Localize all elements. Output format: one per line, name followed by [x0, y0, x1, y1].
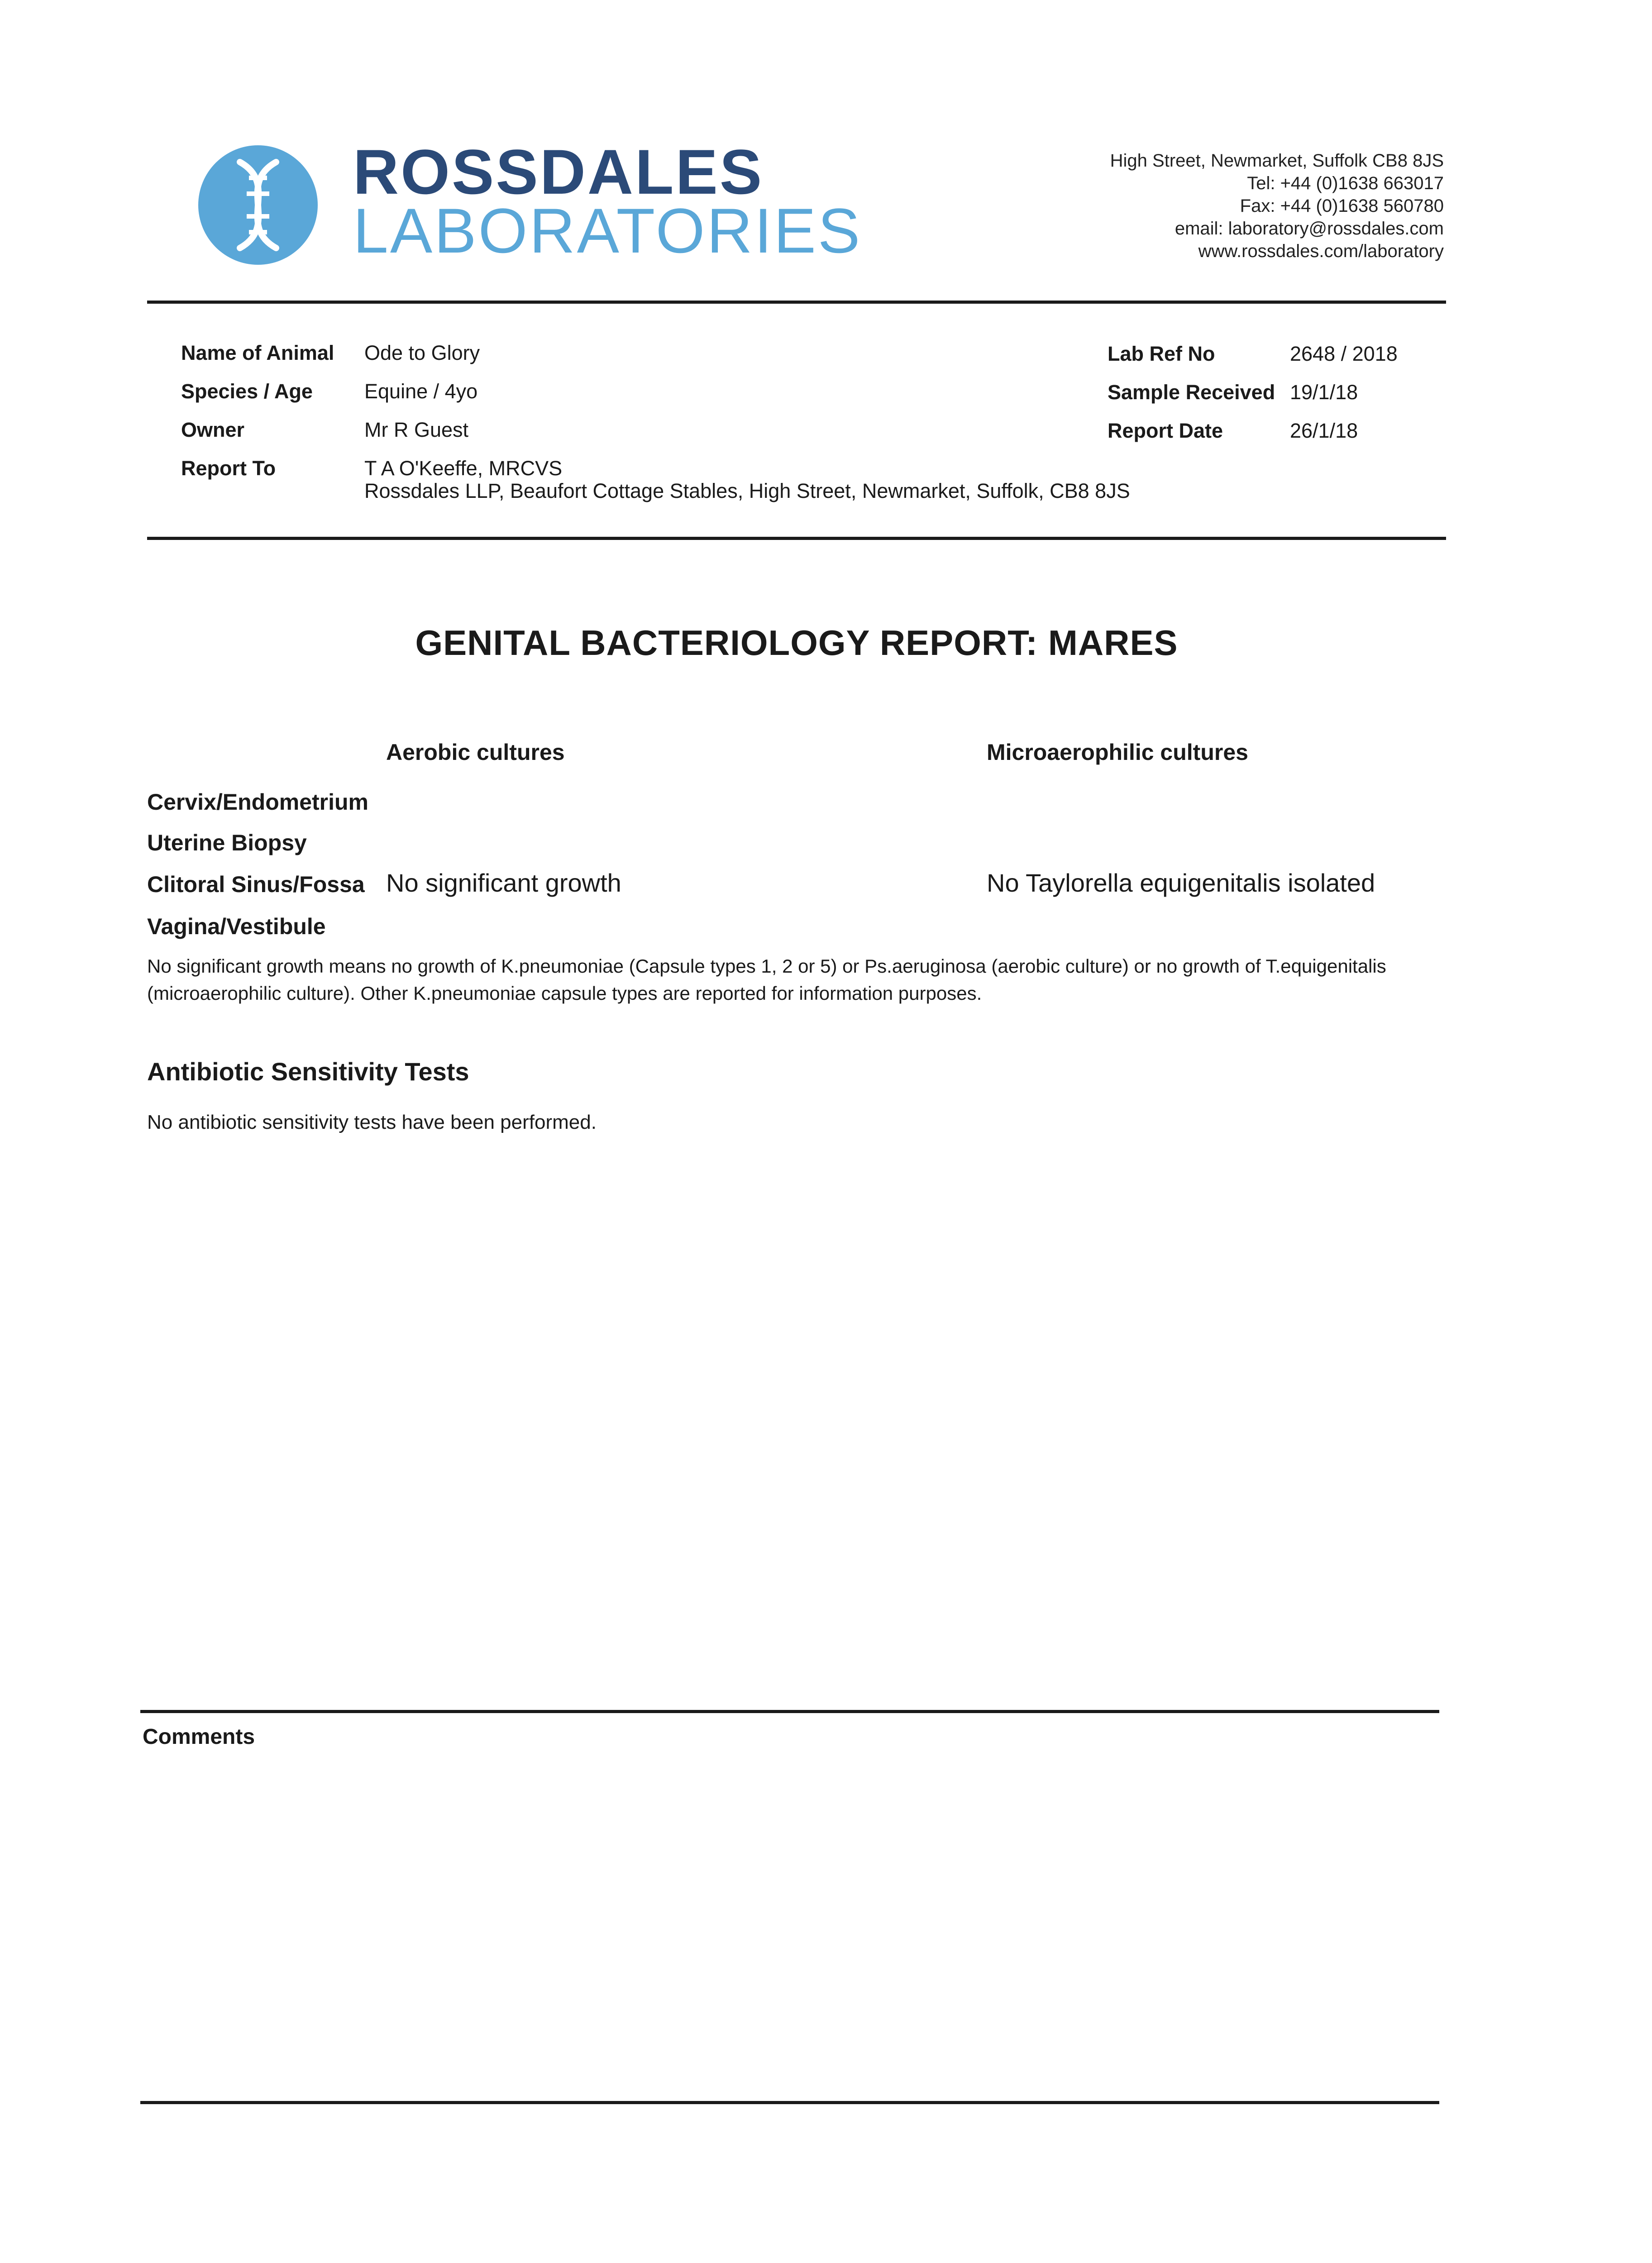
antibiotic-sensitivity-body: No antibiotic sensitivity tests have been performed.: [147, 1111, 597, 1133]
species-age-value: Equine / 4yo: [364, 380, 478, 403]
name-of-animal-label: Name of Animal: [181, 341, 334, 364]
comments-heading: Comments: [143, 1725, 255, 1749]
name-of-animal-value: Ode to Glory: [364, 341, 480, 364]
sample-received-value: 19/1/18: [1290, 381, 1358, 404]
lab-tel: Tel: +44 (0)1638 663017: [1247, 173, 1444, 193]
site-uterine-biopsy: Uterine Biopsy: [147, 830, 307, 855]
site-clitoral-sinus-fossa: Clitoral Sinus/Fossa: [147, 872, 365, 897]
lab-name-line2: LABORATORIES: [353, 195, 862, 266]
site-vagina-vestibule: Vagina/Vestibule: [147, 914, 326, 939]
comments-bottom-divider: [140, 2101, 1439, 2104]
header-divider: [147, 301, 1446, 304]
owner-value: Mr R Guest: [364, 418, 469, 441]
site-cervix-endometrium: Cervix/Endometrium: [147, 789, 369, 815]
report-to-name: T A O'Keeffe, MRCVS: [364, 457, 563, 480]
results-footnote: [147, 953, 1446, 1007]
lab-address: High Street, Newmarket, Suffolk CB8 8JS: [1110, 151, 1444, 171]
antibiotic-sensitivity-heading: Antibiotic Sensitivity Tests: [147, 1057, 469, 1086]
info-divider: [147, 537, 1446, 540]
species-age-label: Species / Age: [181, 380, 313, 403]
lab-name-line1: ROSSDALES: [353, 136, 764, 207]
footnote-line-2: (microaerophilic culture). Other K.pneumoniae capsule types are reported for information purposes.: [147, 983, 982, 1004]
lab-contact-block: [1036, 149, 1444, 263]
report-to-address: Rossdales LLP, Beaufort Cottage Stables, High Street, Newmarket, Suffolk, CB8 8JS: [364, 479, 1130, 502]
lab-website[interactable]: www.rossdales.com/laboratory: [1198, 241, 1444, 261]
microaerophilic-cultures-header: Microaerophilic cultures: [987, 740, 1248, 765]
report-date-label: Report Date: [1108, 419, 1223, 442]
aerobic-result: No significant growth: [386, 869, 621, 897]
footnote-line-1: No significant growth means no growth of K.pneumoniae (Capsule types 1, 2 or 5) or Ps.aeruginosa (aerobic culture) or no growth of T.equigenitalis: [147, 955, 1386, 977]
report-to-label: Report To: [181, 457, 276, 480]
dna-logo-icon: [197, 144, 319, 266]
microaerophilic-result: No Taylorella equigenitalis isolated: [987, 869, 1375, 897]
comments-top-divider: [140, 1710, 1439, 1713]
lab-fax: Fax: +44 (0)1638 560780: [1240, 196, 1444, 216]
owner-label: Owner: [181, 418, 245, 441]
report-date-value: 26/1/18: [1290, 419, 1358, 442]
aerobic-cultures-header: Aerobic cultures: [386, 740, 565, 765]
sample-received-label: Sample Received: [1108, 381, 1275, 404]
lab-ref-value: 2648 / 2018: [1290, 342, 1398, 365]
report-title: GENITAL BACTERIOLOGY REPORT: MARES: [415, 623, 1178, 663]
lab-ref-label: Lab Ref No: [1108, 342, 1215, 365]
lab-email[interactable]: email: laboratory@rossdales.com: [1175, 219, 1444, 239]
